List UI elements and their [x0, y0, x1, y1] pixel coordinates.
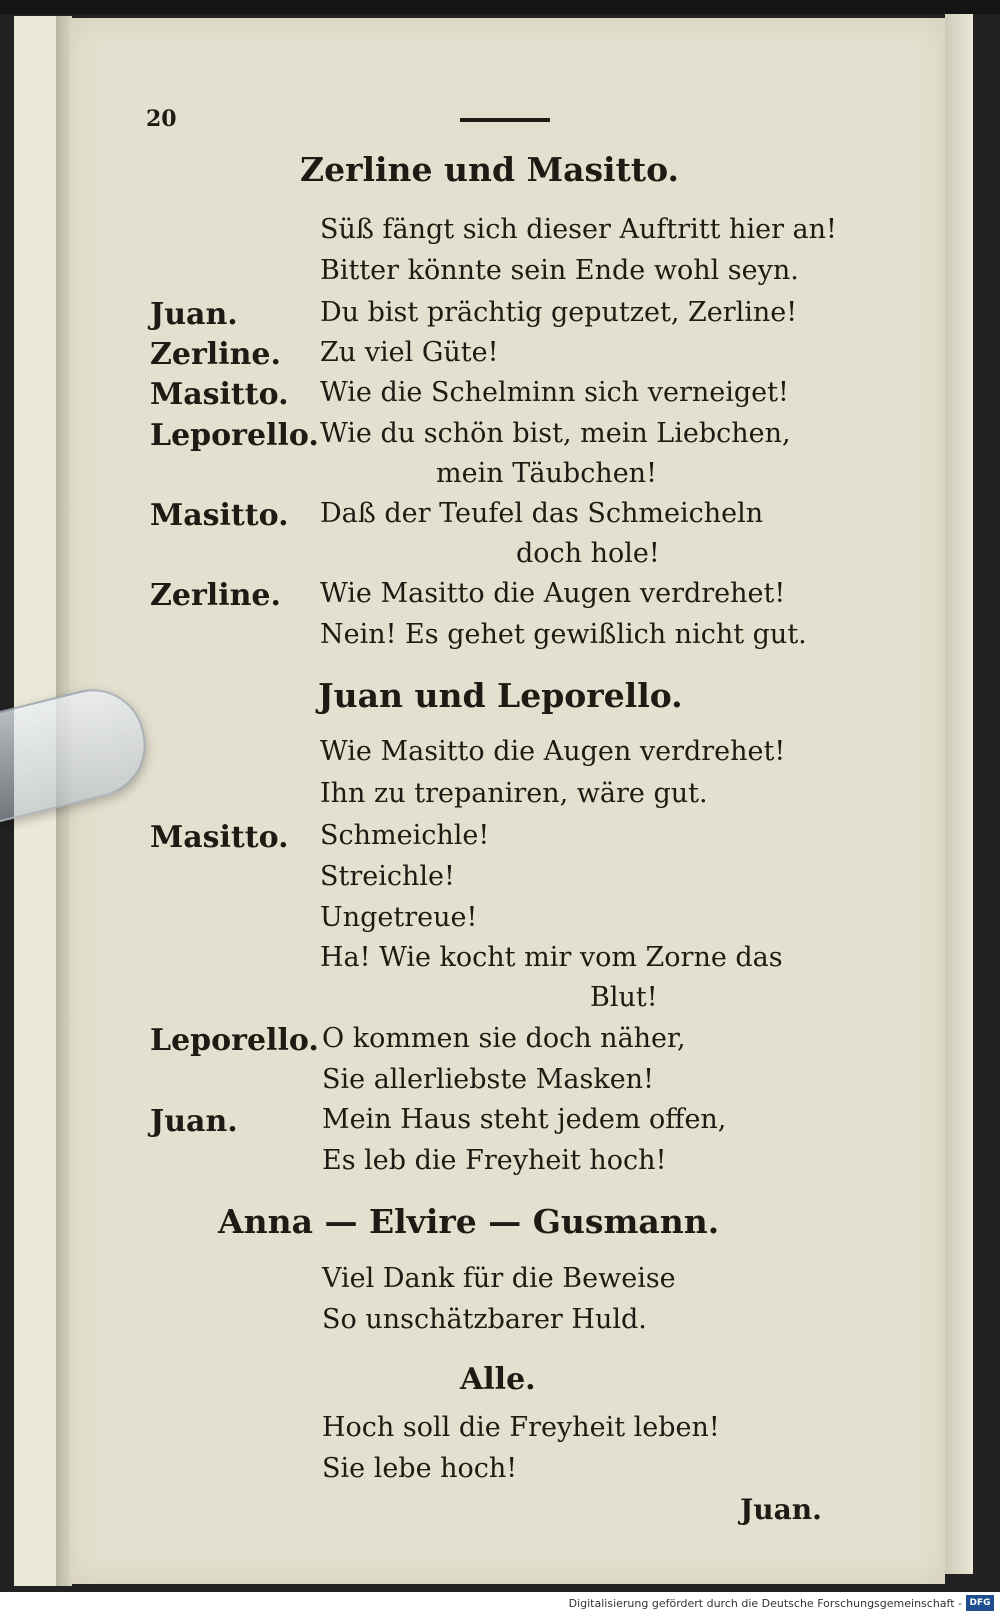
scene-heading-3: Anna — Elvire — Gusmann.: [218, 1202, 720, 1241]
speaker-label: Leporello.: [150, 418, 319, 453]
verse-line: Wie Masitto die Augen verdrehet!: [320, 578, 786, 609]
footer-credit: Digitalisierung gefördert durch die Deutsche Forschungsgemeinschaft -: [568, 1597, 962, 1610]
speaker-label: Juan.: [150, 1104, 238, 1139]
verse-line: So unschätzbarer Huld.: [322, 1304, 647, 1335]
speaker-label: Zerline.: [150, 337, 281, 372]
verse-line-continued: mein Täubchen!: [436, 458, 657, 489]
speaker-label: Masitto.: [150, 498, 289, 533]
verse-line: O kommen sie doch näher,: [322, 1023, 686, 1054]
top-border: [0, 0, 1000, 14]
verse-line: Wie Masitto die Augen verdrehet!: [320, 736, 786, 767]
verse-line: Sie lebe hoch!: [322, 1453, 518, 1484]
verse-line: Schmeichle!: [320, 820, 490, 851]
verse-line-continued: doch hole!: [516, 538, 660, 569]
catchword: Juan.: [740, 1493, 822, 1526]
verse-line-continued: Blut!: [590, 982, 658, 1013]
speaker-label: Juan.: [150, 297, 238, 332]
scene-heading-4: Alle.: [460, 1362, 536, 1397]
speaker-label: Masitto.: [150, 377, 289, 412]
dfg-logo: DFG: [966, 1595, 994, 1611]
scene-heading-2: Juan und Leporello.: [318, 676, 683, 715]
verse-line: Es leb die Freyheit hoch!: [322, 1145, 667, 1176]
verse-line: Hoch soll die Freyheit leben!: [322, 1412, 720, 1443]
scene-heading-1: Zerline und Masitto.: [300, 150, 680, 189]
verse-line: Wie die Schelminn sich verneiget!: [320, 377, 789, 408]
verse-line: Sie allerliebste Masken!: [322, 1064, 654, 1095]
verse-line: Streichle!: [320, 861, 455, 892]
verse-line: Zu viel Güte!: [320, 337, 499, 368]
verse-line: Viel Dank für die Beweise: [322, 1263, 676, 1294]
verse-line: Wie du schön bist, mein Liebchen,: [320, 418, 791, 449]
verse-line: Nein! Es gehet gewißlich nicht gut.: [320, 619, 807, 650]
header-rule: [460, 118, 550, 122]
verse-line: Daß der Teufel das Schmeicheln: [320, 498, 764, 529]
speaker-label: Zerline.: [150, 578, 281, 613]
speaker-label: Leporello.: [150, 1023, 319, 1058]
verse-line: Du bist prächtig geputzet, Zerline!: [320, 297, 798, 328]
speaker-label: Masitto.: [150, 820, 289, 855]
verse-line: Ihn zu trepaniren, wäre gut.: [320, 778, 708, 809]
right-page-edge: [945, 14, 973, 1574]
verse-line: Mein Haus steht jedem offen,: [322, 1104, 727, 1135]
verse-line: Bitter könnte sein Ende wohl seyn.: [320, 255, 799, 286]
verse-line: Ha! Wie kocht mir vom Zorne das: [320, 942, 783, 973]
verse-line: Süß fängt sich dieser Auftritt hier an!: [320, 214, 837, 245]
verse-line: Ungetreue!: [320, 902, 478, 933]
page-number: 20: [146, 106, 177, 132]
